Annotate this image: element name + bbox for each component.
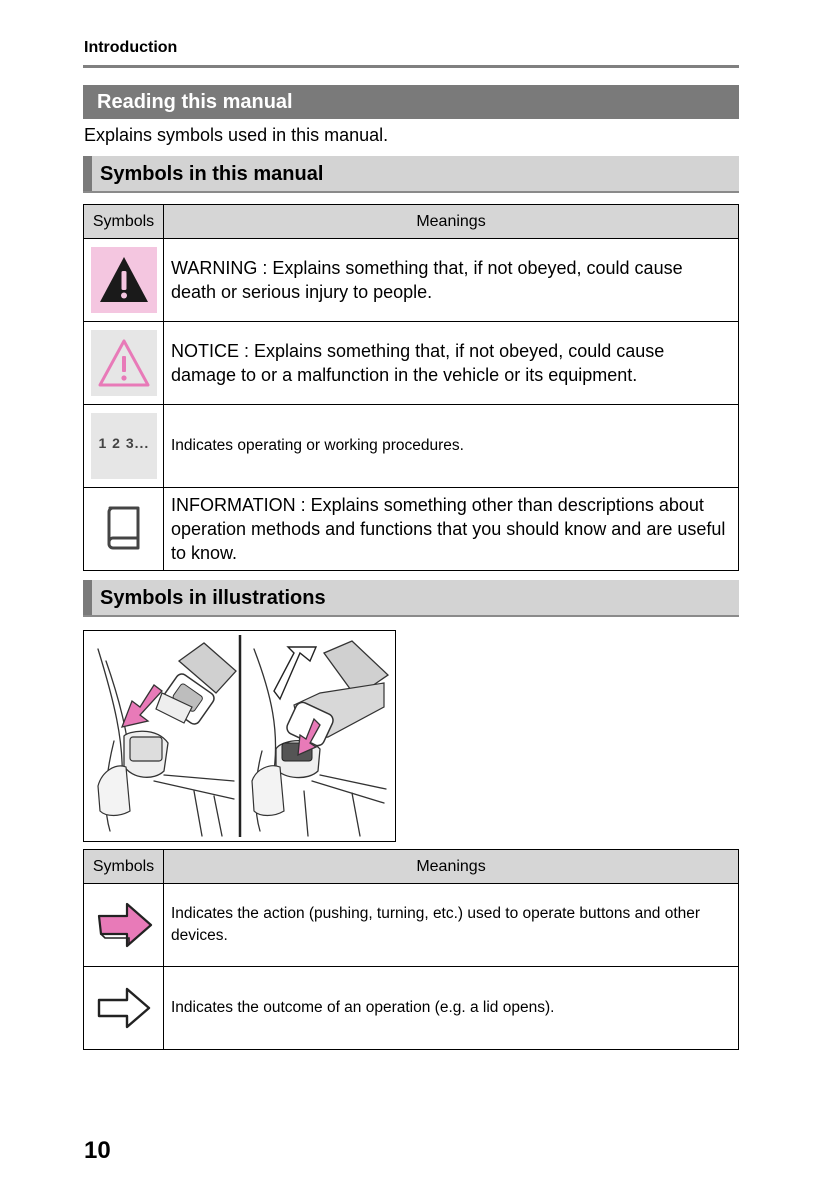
icon-cell bbox=[84, 322, 164, 405]
pink-action-arrow-icon bbox=[91, 892, 157, 958]
action-meaning: Indicates the action (pushing, turning, etc.) used to operate buttons and other devices. bbox=[164, 884, 739, 967]
illustration-symbols-heading-text: Symbols in illustrations bbox=[100, 587, 326, 609]
header-rule bbox=[83, 65, 739, 68]
steps-icon bbox=[91, 413, 157, 479]
manual-symbols-heading bbox=[83, 156, 739, 193]
information-meaning: INFORMATION : Explains something other than descriptions about operation methods and functions that you should know and are useful to know. bbox=[164, 488, 739, 571]
table-row bbox=[84, 488, 739, 571]
col-symbols: Symbols bbox=[84, 205, 164, 239]
icon-cell bbox=[84, 239, 164, 322]
warning-triangle-icon bbox=[91, 247, 157, 313]
manual-symbols-table bbox=[83, 204, 739, 571]
icon-cell bbox=[84, 488, 164, 571]
white-outcome-arrow bbox=[274, 647, 316, 699]
table-header-row bbox=[84, 850, 739, 884]
steps-icon-text: 1 2 3... bbox=[98, 435, 150, 451]
page-title: Reading this manual bbox=[83, 85, 739, 119]
notice-meaning: NOTICE : Explains something that, if not obeyed, could cause damage to or a malfunction in the vehicle or its equipment. bbox=[164, 322, 739, 405]
col-symbols: Symbols bbox=[84, 850, 164, 884]
manual-symbols-heading-text: Symbols in this manual bbox=[100, 163, 324, 185]
illustration-symbols-table bbox=[83, 849, 739, 1050]
table-header-row bbox=[84, 205, 739, 239]
icon-cell bbox=[84, 967, 164, 1050]
page-number: 10 bbox=[84, 1137, 111, 1164]
book-icon bbox=[91, 496, 157, 562]
table-row bbox=[84, 405, 739, 488]
illustration-symbols-heading bbox=[83, 580, 739, 617]
white-outcome-arrow-icon bbox=[91, 975, 157, 1041]
procedure-meaning: Indicates operating or working procedures. bbox=[164, 405, 739, 488]
intro-text: Explains symbols used in this manual. bbox=[84, 125, 389, 145]
icon-cell bbox=[84, 884, 164, 967]
col-meanings: Meanings bbox=[164, 850, 739, 884]
table-row bbox=[84, 967, 739, 1050]
section-label: Introduction bbox=[84, 39, 178, 56]
table-row bbox=[84, 884, 739, 967]
icon-cell bbox=[84, 405, 164, 488]
pink-push-arrow bbox=[122, 685, 162, 727]
notice-triangle-icon bbox=[91, 330, 157, 396]
table-row bbox=[84, 322, 739, 405]
table-row bbox=[84, 239, 739, 322]
warning-meaning: WARNING : Explains something that, if not obeyed, could cause death or serious injury to people. bbox=[164, 239, 739, 322]
seatbelt-illustration bbox=[83, 630, 396, 842]
outcome-meaning: Indicates the outcome of an operation (e.g. a lid opens). bbox=[164, 967, 739, 1050]
col-meanings: Meanings bbox=[164, 205, 739, 239]
